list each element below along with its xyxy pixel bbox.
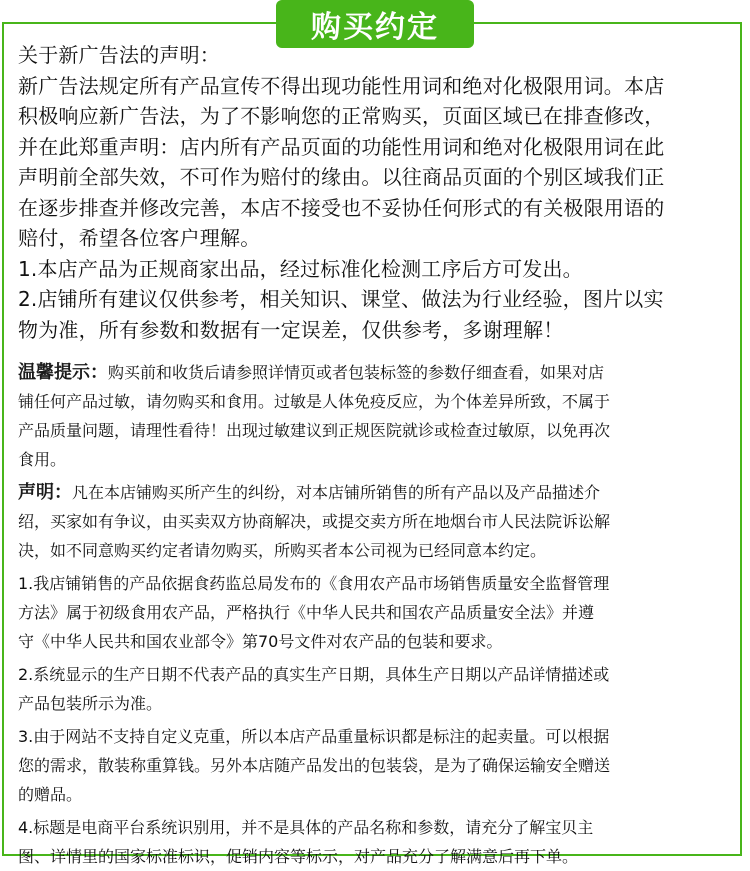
text-line: 产品包装所示为准。 (18, 694, 163, 713)
text-line: 图、详情里的国家标准标识，促销内容等标示，对产品充分了解满意后再下单。 (18, 847, 579, 866)
statement-section (18, 478, 730, 565)
text-line: 产品质量问题，请理性看待！出现过敏建议到正规医院就诊或检查过敏原，以免再次 (18, 421, 611, 440)
text-line: 方法》属于初级食用农产品，严格执行《中华人民共和国农产品质量安全法》并遵 (18, 603, 595, 622)
document-body (18, 40, 730, 871)
text-line: 绍，买家如有争议，由买卖双方协商解决，或提交卖方所在地烟台市人民法院诉讼解 (18, 512, 611, 531)
text-line: 您的需求，散装称重算钱。另外本店随产品发出的包装袋，是为了确保运输安全赠送 (18, 756, 611, 775)
statement-text: 凡在本店铺购买所产生的纠纷，对本店铺所销售的所有产品以及产品描述介 (72, 483, 601, 502)
text-line: 2.系统显示的生产日期不代表产品的真实生产日期，具体生产日期以产品详情描述或 (18, 665, 610, 684)
list-item (18, 813, 730, 871)
text-line: 积极响应新广告法，为了不影响您的正常购买，页面区域已在排查修改， (18, 104, 665, 128)
text-line: 关于新广告法的声明： (18, 43, 220, 67)
text-line: 铺任何产品过敏，请勿购买和食用。过敏是人体免疫反应，为个体差异所致，不属于 (18, 392, 611, 411)
tip-label: 温馨提示： (18, 362, 108, 383)
text-line (18, 358, 730, 387)
text-line: 食用。 (18, 450, 67, 469)
text-line: 1.我店铺销售的产品依据食药监总局发布的《食用农产品市场销售质量安全监督管理 (18, 574, 610, 593)
text-line: 守《中华人民共和国农业部令》第70号文件对农产品的包装和要求。 (18, 632, 503, 651)
page-title: 购买约定 (276, 0, 474, 48)
list-item (18, 569, 730, 656)
text-line: 决，如不同意购买约定者请勿购买，所购买者本公司视为已经同意本约定。 (18, 541, 547, 560)
tip-section (18, 358, 730, 474)
text-line: 赔付，希望各位客户理解。 (18, 226, 261, 250)
ad-law-section (18, 40, 730, 345)
text-line: 的赠品。 (18, 785, 83, 804)
text-line: 声明前全部失效，不可作为赔付的缘由。以往商品页面的个别区域我们正 (18, 165, 665, 189)
statement-label: 声明： (18, 482, 72, 503)
text-line: 新广告法规定所有产品宣传不得出现功能性用词和绝对化极限用词。本店 (18, 73, 665, 98)
text-line: 4.标题是电商平台系统识别用，并不是具体的产品名称和参数，请充分了解宝贝主 (18, 818, 594, 837)
text-line: 在逐步排查并修改完善，本店不接受也不妥协任何形式的有关极限用语的 (18, 195, 665, 220)
text-line: 1.本店产品为正规商家出品，经过标准化检测工序后方可发出。 (18, 256, 583, 281)
text-line (18, 478, 730, 507)
text-line: 2.店铺所有建议仅供参考，相关知识、课堂、做法为行业经验，图片以实 (18, 287, 664, 311)
tip-text: 购买前和收货后请参照详情页或者包装标签的参数仔细查看，如果对店 (108, 363, 605, 382)
list-item (18, 722, 730, 809)
text-line: 物为准，所有参数和数据有一定误差，仅供参考，多谢理解！ (18, 317, 564, 342)
text-line: 并在此郑重声明：店内所有产品页面的功能性用词和绝对化极限用词在此 (18, 134, 665, 159)
list-item (18, 660, 730, 718)
text-line: 3.由于网站不支持自定义克重，所以本店产品重量标识都是标注的起卖量。可以根据 (18, 727, 610, 746)
